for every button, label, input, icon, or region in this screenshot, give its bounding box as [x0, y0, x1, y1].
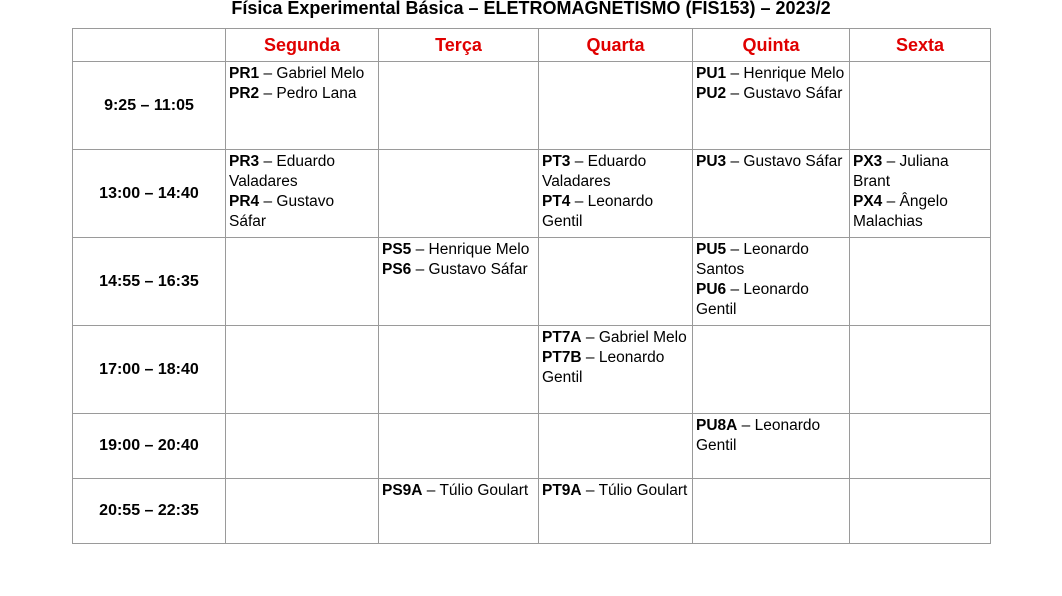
class-code: PU1 — [696, 65, 727, 82]
day-header-terca: Terça — [379, 29, 539, 62]
schedule-cell — [379, 238, 539, 326]
class-entry: PS6 – Gustavo Sáfar — [382, 261, 528, 278]
class-code: PT3 — [542, 153, 571, 170]
class-entry: PR3 – Eduardo Valadares — [229, 153, 335, 190]
class-entry: PT7B – Leonardo Gentil — [542, 349, 665, 386]
schedule-cell — [850, 326, 991, 414]
class-code: PX3 — [853, 153, 883, 170]
time-slot: 17:00 – 18:40 — [73, 326, 226, 414]
schedule-cell — [226, 150, 379, 238]
class-entry: PU6 – Leonardo Gentil — [696, 281, 809, 318]
class-code: PT4 — [542, 193, 571, 210]
instructor-name: Pedro Lana — [276, 85, 357, 102]
class-entry: PT7A – Gabriel Melo — [542, 329, 687, 346]
schedule-table — [72, 28, 991, 544]
class-code: PT7B — [542, 349, 582, 366]
instructor-name: Gabriel Melo — [276, 65, 365, 82]
instructor-name: Leonardo Gentil — [696, 281, 809, 318]
instructor-name: Leonardo Gentil — [542, 193, 654, 230]
class-code: PS5 — [382, 241, 412, 258]
corner-cell — [73, 29, 226, 62]
day-header-quinta: Quinta — [693, 29, 850, 62]
instructor-name: Henrique Melo — [428, 241, 530, 258]
schedule-cell — [850, 150, 991, 238]
instructor-name: Leonardo Gentil — [696, 417, 821, 454]
instructor-name: Gabriel Melo — [598, 329, 687, 346]
day-header-segunda: Segunda — [226, 29, 379, 62]
instructor-name: Eduardo Valadares — [229, 153, 335, 190]
schedule-cell — [226, 479, 379, 544]
schedule-row — [73, 150, 991, 238]
time-slot: 9:25 – 11:05 — [73, 62, 226, 150]
schedule-cell — [226, 414, 379, 479]
instructor-name: Leonardo Gentil — [542, 349, 665, 386]
class-code: PT9A — [542, 482, 582, 499]
class-entry: PU5 – Leonardo Santos — [696, 241, 809, 278]
class-entry: PR2 – Pedro Lana — [229, 85, 357, 102]
schedule-cell — [850, 238, 991, 326]
day-header-sexta: Sexta — [850, 29, 991, 62]
class-code: PU2 — [696, 85, 727, 102]
instructor-name: Gustavo Sáfar — [229, 193, 335, 230]
class-code: PR4 — [229, 193, 260, 210]
schedule-cell — [379, 326, 539, 414]
schedule-cell — [379, 414, 539, 479]
class-code: PR2 — [229, 85, 260, 102]
class-entry: PU1 – Henrique Melo — [696, 65, 845, 82]
schedule-cell — [693, 62, 850, 150]
schedule-row — [73, 414, 991, 479]
time-slot: 20:55 – 22:35 — [73, 479, 226, 544]
instructor-name: Henrique Melo — [743, 65, 845, 82]
schedule-cell — [850, 62, 991, 150]
schedule-cell — [693, 414, 850, 479]
class-code: PR1 — [229, 65, 260, 82]
schedule-cell — [226, 62, 379, 150]
schedule-cell — [379, 150, 539, 238]
class-code: PT7A — [542, 329, 582, 346]
class-entry: PS5 – Henrique Melo — [382, 241, 530, 258]
instructor-name: Eduardo Valadares — [542, 153, 647, 190]
instructor-name: Ângelo Malachias — [853, 193, 948, 230]
schedule-row — [73, 326, 991, 414]
schedule-cell — [539, 479, 693, 544]
class-code: PU5 — [696, 241, 727, 258]
schedule-cell — [539, 238, 693, 326]
schedule-cell — [226, 326, 379, 414]
schedule-cell — [850, 479, 991, 544]
schedule-cell — [693, 238, 850, 326]
schedule-cell — [693, 150, 850, 238]
class-code: PR3 — [229, 153, 260, 170]
schedule-cell — [226, 238, 379, 326]
class-entry: PX3 – Juliana Brant — [853, 153, 949, 190]
schedule-row — [73, 479, 991, 544]
schedule-cell — [850, 414, 991, 479]
class-code: PS9A — [382, 482, 423, 499]
page-title: Física Experimental Básica – ELETROMAGNETISMO (FIS153) – 2023/2 — [231, 0, 831, 18]
schedule-row — [73, 62, 991, 150]
class-code: PX4 — [853, 193, 883, 210]
instructor-name: Gustavo Sáfar — [428, 261, 528, 278]
class-entry: PT3 – Eduardo Valadares — [542, 153, 647, 190]
time-slot: 13:00 – 14:40 — [73, 150, 226, 238]
schedule-cell — [539, 414, 693, 479]
class-entry: PS9A – Túlio Goulart — [382, 482, 529, 499]
schedule-cell — [379, 479, 539, 544]
instructor-name: Túlio Goulart — [439, 482, 529, 499]
schedule-cell — [693, 479, 850, 544]
schedule-cell — [379, 62, 539, 150]
class-code: PS6 — [382, 261, 412, 278]
instructor-name: Túlio Goulart — [598, 482, 688, 499]
header-row — [73, 29, 991, 62]
schedule-cell — [539, 62, 693, 150]
instructor-name: Leonardo Santos — [696, 241, 809, 278]
class-code: PU8A — [696, 417, 738, 434]
class-entry: PT9A – Túlio Goulart — [542, 482, 688, 499]
instructor-name: Juliana Brant — [853, 153, 949, 190]
schedule-cell — [539, 150, 693, 238]
day-header-quarta: Quarta — [539, 29, 693, 62]
class-entry: PU3 – Gustavo Sáfar — [696, 153, 843, 170]
class-code: PU3 — [696, 153, 727, 170]
schedule-cell — [693, 326, 850, 414]
schedule-row — [73, 238, 991, 326]
instructor-name: Gustavo Sáfar — [743, 85, 843, 102]
class-entry: PX4 – Ângelo Malachias — [853, 193, 948, 230]
class-entry: PR1 – Gabriel Melo — [229, 65, 365, 82]
time-slot: 14:55 – 16:35 — [73, 238, 226, 326]
schedule-cell — [539, 326, 693, 414]
class-entry: PU2 – Gustavo Sáfar — [696, 85, 843, 102]
class-entry: PR4 – Gustavo Sáfar — [229, 193, 335, 230]
class-entry: PT4 – Leonardo Gentil — [542, 193, 654, 230]
instructor-name: Gustavo Sáfar — [743, 153, 843, 170]
time-slot: 19:00 – 20:40 — [73, 414, 226, 479]
class-entry: PU8A – Leonardo Gentil — [696, 417, 821, 454]
class-code: PU6 — [696, 281, 727, 298]
